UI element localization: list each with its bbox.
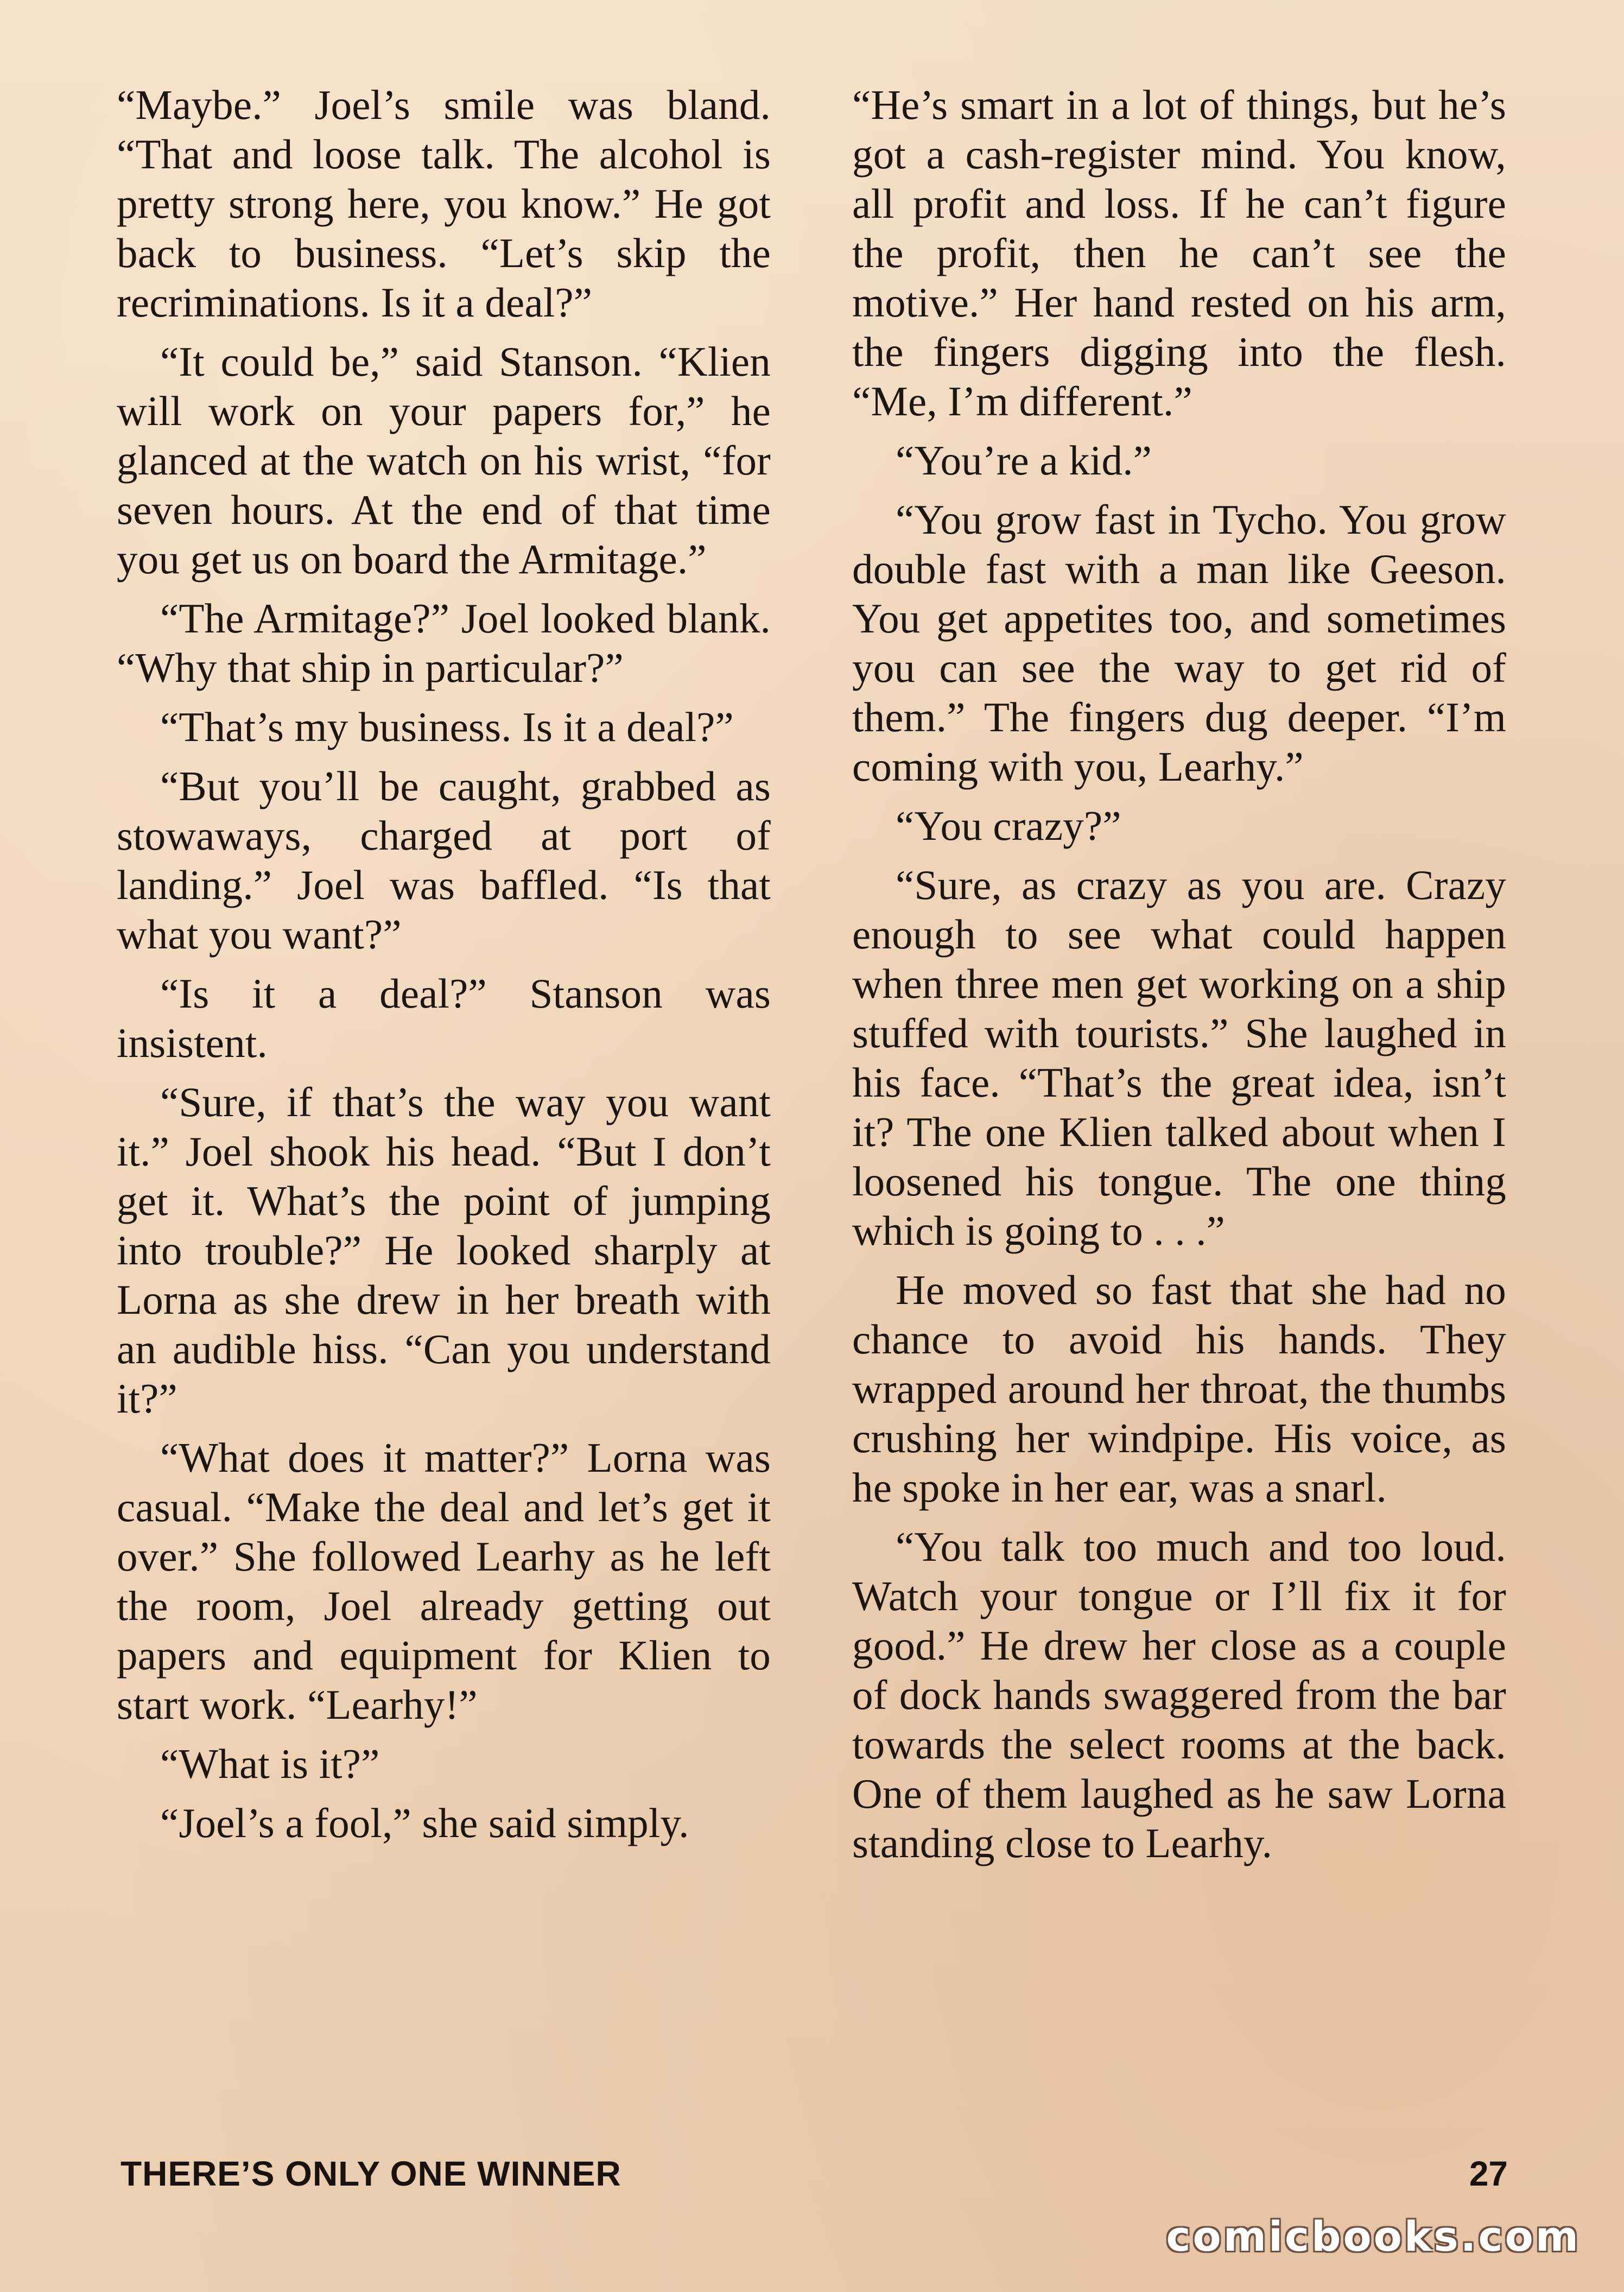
paragraph: “It could be,” said Stanson. “Klien will work on your papers for,” he glanced at the watch on his wrist, “for seven hours. At the end of that time you get us on board the Armitage.”: [117, 338, 771, 583]
paragraph: “What is it?”: [160, 1740, 380, 1787]
paragraph: “Maybe.” Joel’s smile was bland. “That and loose talk. The alcohol is pretty strong here, you know.” He got back to business. “Let’s skip the recriminations. Is it a deal?”: [117, 81, 771, 326]
paragraph: “The Armitage?” Joel looked blank. “Why that ship in particular?”: [117, 595, 771, 691]
paragraph: “Sure, as crazy as you are. Crazy enough to see what could happen when three men get working on a ship stuffed with tourists.” She laughed in his face. “That’s the great idea, isn’t it? The one Klien talked about when I loosened his tongue. The one thing which is going to . . .”: [852, 862, 1506, 1254]
paragraph: “You’re a kid.”: [896, 437, 1152, 484]
watermark-logo: comicbooks.com: [1166, 2212, 1581, 2261]
running-footer-title: THERE’S ONLY ONE WINNER: [120, 2154, 621, 2193]
page-number: 27: [1469, 2154, 1508, 2193]
paragraph: “You grow fast in Tycho. You grow double fast with a man like Geeson. You get appetites too, and sometimes you can see the way to get rid of them.” The fingers dug deeper. “I’m coming with you, Learhy.”: [852, 496, 1506, 790]
paragraph: “Sure, if that’s the way you want it.” Joel shook his head. “But I don’t get it. What’s the point of jumping into trouble?” He looked sharply at Lorna as she drew in her breath with an audible hiss. “Can you understand it?”: [117, 1079, 771, 1422]
left-text-column: [117, 80, 771, 1858]
right-text-column: [852, 80, 1506, 1878]
paragraph: “Is it a deal?” Stanson was insistent.: [117, 970, 771, 1066]
paragraph: “That’s my business. Is it a deal?”: [160, 704, 734, 750]
paragraph: He moved so fast that she had no chance to avoid his hands. They wrapped around her throat, the thumbs crushing her windpipe. His voice, as he spoke in her ear, was a snarl.: [852, 1267, 1506, 1511]
paragraph: “What does it matter?” Lorna was casual. “Make the deal and let’s get it over.” She followed Learhy as he left the room, Joel already getting out papers and equipment for Klien to start work. “Learhy!”: [117, 1434, 771, 1728]
paragraph: “You crazy?”: [896, 802, 1121, 849]
paragraph: “You talk too much and too loud. Watch your tongue or I’ll fix it for good.” He drew her close as a couple of dock hands swaggered from the bar towards the select rooms at the back. One of them laughed as he saw Lorna standing close to Learhy.: [852, 1523, 1506, 1866]
paragraph: “Joel’s a fool,” she said simply.: [160, 1800, 689, 1846]
paragraph: “But you’ll be caught, grabbed as stowaways, charged at port of landing.” Joel was baffled. “Is that what you want?”: [117, 763, 771, 958]
paragraph: “He’s smart in a lot of things, but he’s got a cash-register mind. You know, all profit and loss. If he can’t figure the profit, then he can’t see the motive.” Her hand rested on his arm, the fingers digging into the flesh. “Me, I’m different.”: [852, 81, 1506, 425]
